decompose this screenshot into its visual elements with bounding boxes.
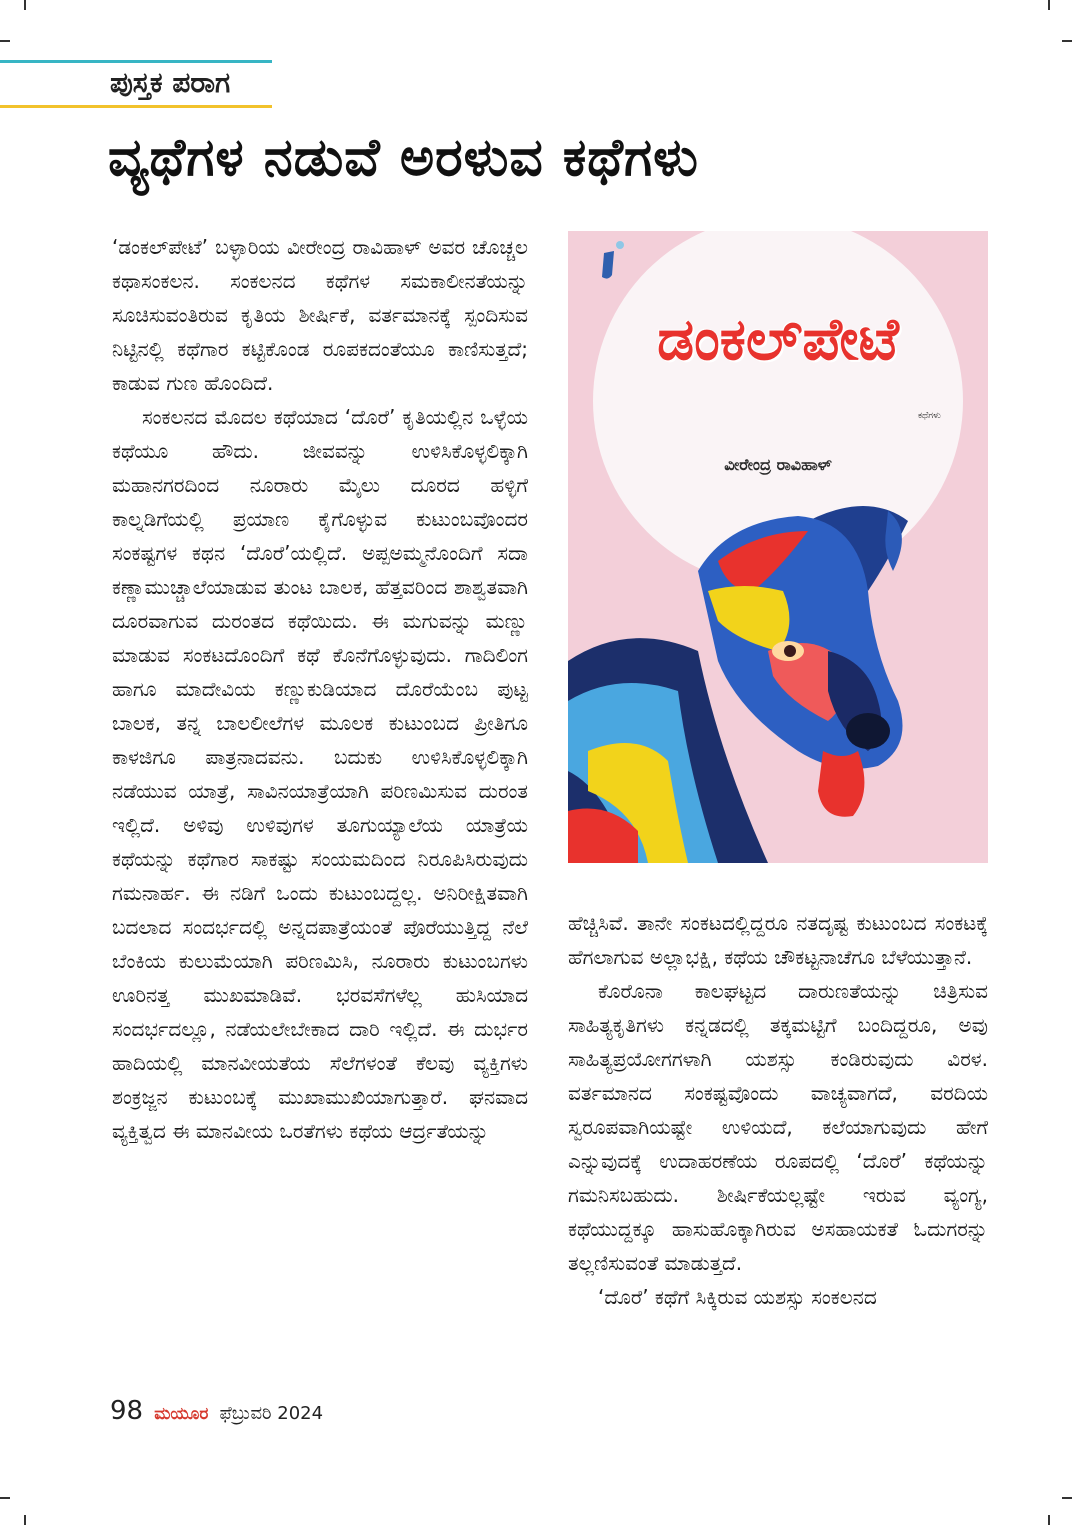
- crop-mark: [1048, 0, 1050, 10]
- paragraph: ‘ದೊರೆ’ ಕಥೆಗೆ ಸಿಕ್ಕಿರುವ ಯಶಸ್ಸು ಸಂಕಲನದ: [598, 1285, 877, 1309]
- cover-title: ಡಂಕಲ್‌ಪೇಟೆ: [657, 305, 899, 373]
- section-rule-top: [0, 60, 272, 63]
- article-column-left: [112, 230, 528, 1380]
- issue-date: ಫೆಬ್ರುವರಿ 2024: [219, 1403, 324, 1424]
- crop-mark: [24, 0, 26, 10]
- cover-author: ವೀರೇಂದ್ರ ರಾವಿಹಾಳ್: [724, 455, 832, 474]
- section-header: [0, 60, 272, 108]
- crop-mark: [24, 1515, 26, 1525]
- crop-mark: [1062, 40, 1072, 42]
- section-label: ಪುಸ್ತಕ ಪರಾಗ: [110, 66, 231, 99]
- crop-mark: [1048, 1515, 1050, 1525]
- crop-mark: [0, 1497, 10, 1499]
- page-number: 98: [110, 1396, 144, 1426]
- article-headline: ವ್ಯಥೆಗಳ ನಡುವೆ ಅರಳುವ ಕಥೆಗಳು: [108, 128, 699, 188]
- page-footer: [110, 1396, 323, 1426]
- magazine-logo: ಮಯೂರ: [154, 1404, 209, 1424]
- cover-subtitle: ಕಥೆಗಳು: [918, 411, 941, 421]
- article-column-right: [568, 906, 988, 1386]
- book-cover-image: [568, 231, 988, 863]
- section-rule-bottom: [0, 105, 272, 108]
- crop-mark: [0, 40, 10, 42]
- paragraph: ಕೊರೊನಾ ಕಾಲಘಟ್ಟದ ದಾರುಣತೆಯನ್ನು ಚಿತ್ರಿಸುವ ಸಾಹಿತ್ಯಕೃತಿಗಳು ಕನ್ನಡದಲ್ಲಿ ತಕ್ಕಮಟ್ಟಿಗೆ ಬಂದಿದ್ದರೂ, ಅವು ಸಾಹಿತ್ಯಪ್ರಯೋಗಗಳಾಗಿ ಯಶಸ್ಸು ಕಂಡಿರುವುದು ವಿರಳ. ವರ್ತಮಾನದ ಸಂಕಷ್ಟವೊಂದು ವಾಚ್ಯವಾಗದೆ, ವರದಿಯ ಸ್ವರೂಪವಾಗಿಯಷ್ಟೇ ಉಳಿಯದೆ, ಕಲೆಯಾಗುವುದು ಹೇಗೆ ಎನ್ನುವುದಕ್ಕೆ ಉದಾಹರಣೆಯ ರೂಪದಲ್ಲಿ ‘ದೊರೆ’ ಕಥೆಯನ್ನು ಗಮನಿಸಬಹುದು. ಶೀರ್ಷಿಕೆಯಲ್ಲಷ್ಟೇ ಇರುವ ವ್ಯಂಗ್ಯ, ಕಥೆಯುದ್ದಕ್ಕೂ ಹಾಸುಹೊಕ್ಕಾಗಿರುವ ಅಸಹಾಯಕತೆ ಓದುಗರನ್ನು ತಲ್ಲಣಿಸುವಂತೆ ಮಾಡುತ್ತದೆ.: [568, 979, 988, 1275]
- paragraph: ಸಂಕಲನದ ಮೊದಲ ಕಥೆಯಾದ ‘ದೊರೆ’ ಕೃತಿಯಲ್ಲಿನ ಒಳ್ಳೆಯ ಕಥೆಯೂ ಹೌದು. ಜೀವವನ್ನು ಉಳಿಸಿಕೊಳ್ಳಲಿಕ್ಕಾಗಿ ಮಹಾನಗರದಿಂದ ನೂರಾರು ಮೈಲು ದೂರದ ಹಳ್ಳಿಗೆ ಕಾಲ್ನಡಿಗೆಯಲ್ಲಿ ಪ್ರಯಾಣ ಕೈಗೊಳ್ಳುವ ಕುಟುಂಬವೊಂದರ ಸಂಕಷ್ಟಗಳ ಕಥನ ‘ದೊರೆ’ಯಲ್ಲಿದೆ. ಅಪ್ಪಅಮ್ಮನೊಂದಿಗೆ ಸದಾ ಕಣ್ಣಾಮುಚ್ಚಾಲೆಯಾಡುವ ತುಂಟ ಬಾಲಕ, ಹೆತ್ತವರಿಂದ ಶಾಶ್ವತವಾಗಿ ದೂರವಾಗುವ ದುರಂತದ ಕಥೆಯಿದು. ಈ ಮಗುವನ್ನು ಮಣ್ಣು ಮಾಡುವ ಸಂಕಟದೊಂದಿಗೆ ಕಥೆ ಕೊನೆಗೊಳ್ಳುವುದು. ಗಾದಿಲಿಂಗ ಹಾಗೂ ಮಾದೇವಿಯ ಕಣ್ಣುಕುಡಿಯಾದ ದೊರೆಯೆಂಬ ಪುಟ್ಟ ಬಾಲಕ, ತನ್ನ ಬಾಲಲೀಲೆಗಳ ಮೂಲಕ ಕುಟುಂಬದ ಪ್ರೀತಿಗೂ ಕಾಳಜಿಗೂ ಪಾತ್ರನಾದವನು. ಬದುಕು ಉಳಿಸಿಕೊಳ್ಳಲಿಕ್ಕಾಗಿ ನಡೆಯುವ ಯಾತ್ರೆ, ಸಾವಿನಯಾತ್ರೆಯಾಗಿ ಪರಿಣಮಿಸುವ ದುರಂತ ಇಲ್ಲಿದೆ. ಅಳಿವು ಉಳಿವುಗಳ ತೂಗುಯ್ಯಾಲೆಯ ಯಾತ್ರೆಯ ಕಥೆಯನ್ನು ಕಥೆಗಾರ ಸಾಕಷ್ಟು ಸಂಯಮದಿಂದ ನಿರೂಪಿಸಿರುವುದು ಗಮನಾರ್ಹ. ಈ ನಡಿಗೆ ಒಂದು ಕುಟುಂಬದ್ದಲ್ಲ. ಅನಿರೀಕ್ಷಿತವಾಗಿ ಬದಲಾದ ಸಂದರ್ಭದಲ್ಲಿ ಅನ್ನದಪಾತ್ರೆಯಂತೆ ಪೊರೆಯುತ್ತಿದ್ದ ನೆಲೆ ಬೆಂಕಿಯ ಕುಲುಮೆಯಾಗಿ ಪರಿಣಮಿಸಿ, ನೂರಾರು ಕುಟುಂಬಗಳು ಊರಿನತ್ತ ಮುಖಮಾಡಿವೆ. ಭರವಸೆಗಳೆಲ್ಲ ಹುಸಿಯಾದ ಸಂದರ್ಭದಲ್ಲೂ, ನಡೆಯಲೇಬೇಕಾದ ದಾರಿ ಇಲ್ಲಿದೆ. ಈ ದುರ್ಭರ ಹಾದಿಯಲ್ಲಿ ಮಾನವೀಯತೆಯ ಸೆಲೆಗಳಂತೆ ಕೆಲವು ವ್ಯಕ್ತಿಗಳು ಶಂಕ್ರಜ್ಜನ ಕುಟುಂಬಕ್ಕೆ ಮುಖಾಮುಖಿಯಾಗುತ್ತಾರೆ. ಘನವಾದ ವ್ಯಕ್ತಿತ್ವದ ಈ ಮಾನವೀಯ ಒರತೆಗಳು ಕಥೆಯ ಆರ್ದ್ರತೆಯನ್ನು: [112, 405, 528, 1143]
- paragraph: ಹೆಚ್ಚಿಸಿವೆ. ತಾನೇ ಸಂಕಟದಲ್ಲಿದ್ದರೂ ನತದೃಷ್ಟ ಕುಟುಂಬದ ಸಂಕಟಕ್ಕೆ ಹೆಗಲಾಗುವ ಅಲ್ಲಾಭಕ್ಷಿ, ಕಥೆಯ ಚೌಕಟ್ಟನಾಚೆಗೂ ಬೆಳೆಯುತ್ತಾನೆ.: [568, 911, 988, 969]
- crop-mark: [1062, 1497, 1072, 1499]
- paragraph: ‘ಡಂಕಲ್‌ಪೇಟೆ’ ಬಳ್ಳಾರಿಯ ವೀರೇಂದ್ರ ರಾವಿಹಾಳ್ ಅವರ ಚೊಚ್ಚಲ ಕಥಾಸಂಕಲನ. ಸಂಕಲನದ ಕಥೆಗಳ ಸಮಕಾಲೀನತೆಯನ್ನು ಸೂಚಿಸುವಂತಿರುವ ಕೃತಿಯ ಶೀರ್ಷಿಕೆ, ವರ್ತಮಾನಕ್ಕೆ ಸ್ಪಂದಿಸುವ ನಿಟ್ಟಿನಲ್ಲಿ ಕಥೆಗಾರ ಕಟ್ಟಿಕೊಂಡ ರೂಪಕದಂತೆಯೂ ಕಾಣಿಸುತ್ತದೆ; ಕಾಡುವ ಗುಣ ಹೊಂದಿದೆ.: [112, 235, 528, 395]
